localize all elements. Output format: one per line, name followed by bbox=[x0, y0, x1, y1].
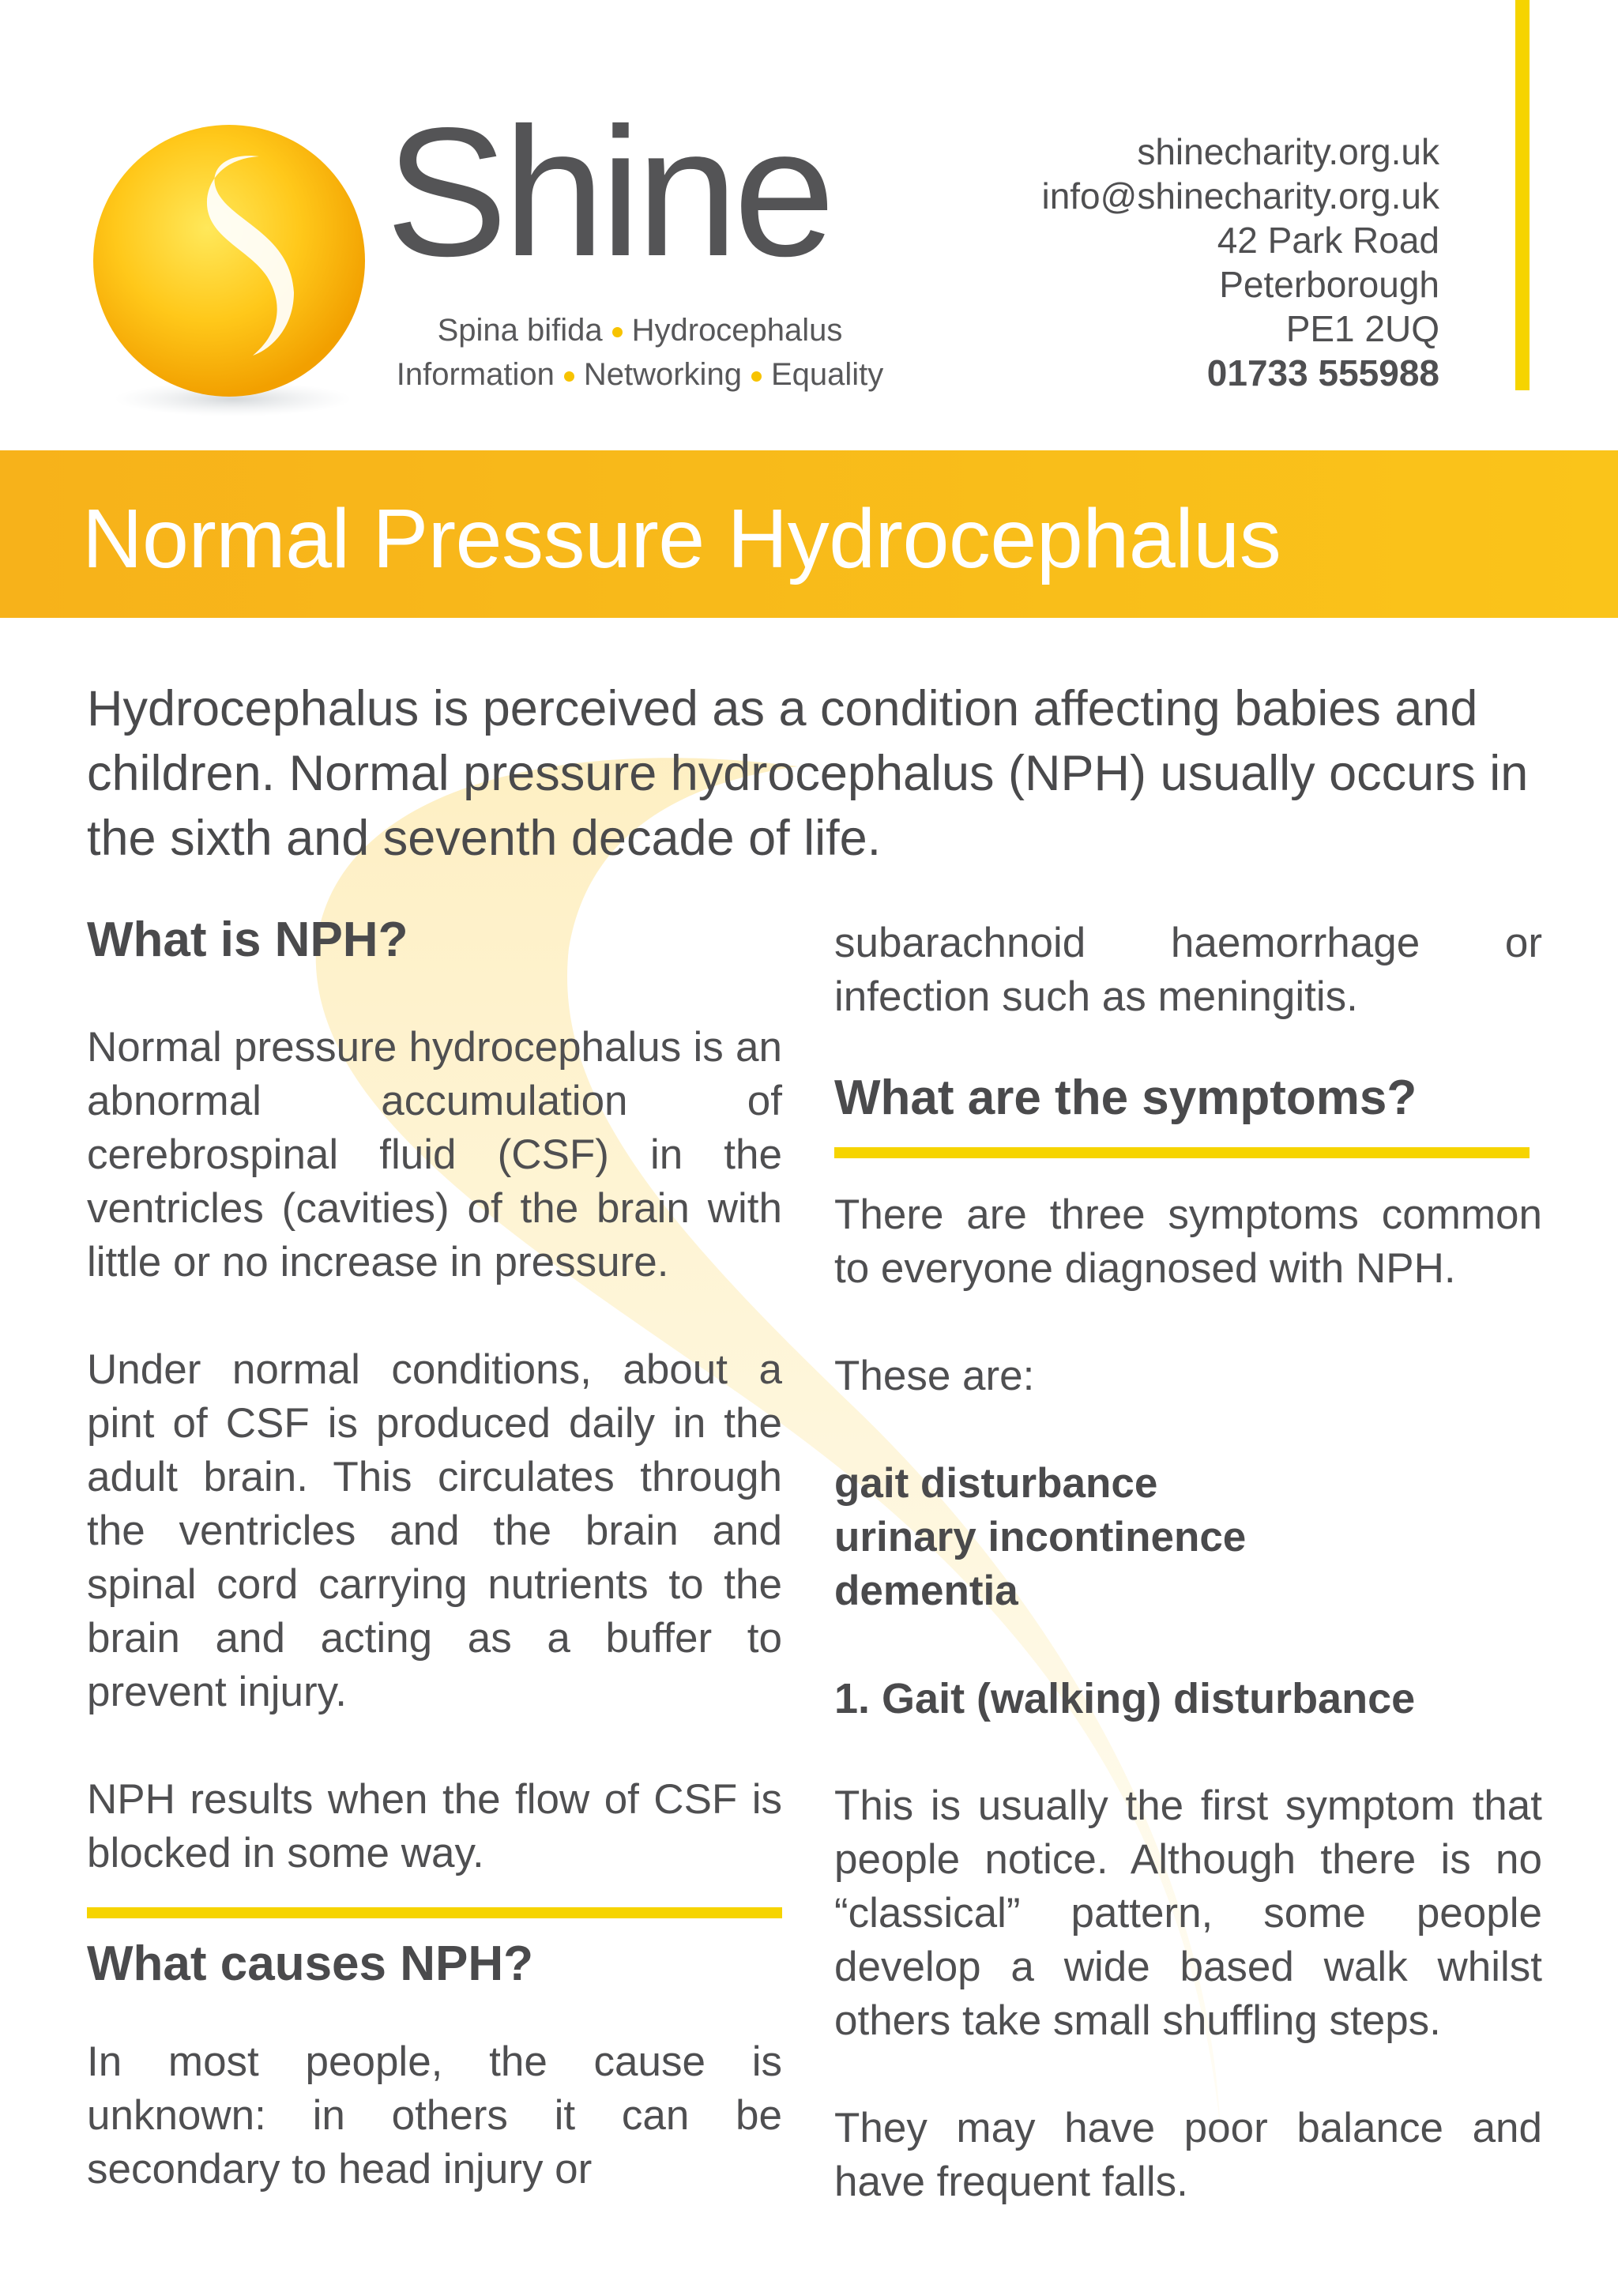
paragraph: subarachnoid haemorrhage or infection such as meningitis. bbox=[834, 920, 1542, 1020]
contact-block bbox=[1041, 130, 1439, 395]
section-divider bbox=[834, 1147, 1530, 1158]
list-item: urinary incontinence bbox=[834, 1514, 1247, 1560]
paragraph: This is usually the first symptom that people notice. Although there is no “classical” pattern, some people develop a wide based walk whilst others take small shuffling steps. bbox=[834, 1782, 1542, 2044]
bullet-dot-icon bbox=[612, 327, 623, 337]
paragraph: Normal pressure hydrocephalus is an abnormal accumulation of cerebrospinal fluid (CSF) in the ventricles (cavities) of the brain with little or no increase in pressure. bbox=[87, 1024, 782, 1285]
tagline-conditions bbox=[387, 313, 893, 348]
section-heading-causes: What causes NPH? bbox=[87, 1937, 534, 1991]
tagline-item: Information bbox=[396, 357, 555, 392]
address-line: 42 Park Road bbox=[1217, 220, 1439, 261]
symptom-list bbox=[834, 1457, 1542, 1618]
section-heading-symptoms: What are the symptoms? bbox=[834, 1071, 1417, 1125]
brand-name: Shine bbox=[386, 90, 831, 295]
bullet-dot-icon bbox=[751, 371, 762, 382]
subheading-gait: 1. Gait (walking) disturbance bbox=[834, 1675, 1416, 1722]
paragraph: There are three symptoms common to everyone diagnosed with NPH. bbox=[834, 1191, 1542, 1292]
phone-number: 01733 555988 bbox=[1206, 352, 1439, 393]
section-divider bbox=[87, 1907, 782, 1918]
shine-logo-ball-icon bbox=[87, 119, 371, 419]
paragraph: These are: bbox=[834, 1353, 1035, 1399]
list-item: gait disturbance bbox=[834, 1460, 1158, 1507]
tagline-values bbox=[387, 357, 893, 393]
left-column bbox=[87, 909, 782, 2196]
header-accent-bar bbox=[1515, 0, 1530, 390]
website-link[interactable]: shinecharity.org.uk bbox=[1137, 131, 1439, 172]
tagline-item: Networking bbox=[583, 357, 742, 392]
right-column bbox=[834, 917, 1542, 2209]
paragraph: They may have poor balance and have frequent falls. bbox=[834, 2105, 1542, 2205]
title-banner bbox=[0, 450, 1618, 618]
email-link[interactable]: info@shinecharity.org.uk bbox=[1041, 175, 1439, 216]
paragraph: In most people, the cause is unknown: in others it can be secondary to head injury or bbox=[87, 2038, 782, 2192]
paragraph: Under normal conditions, about a pint of CSF is produced daily in the adult brain. This circulates through the ventricles and the brain and spinal cord carrying nutrients to the brain and acting as a buffer to prevent injury. bbox=[87, 1346, 782, 1715]
bullet-dot-icon bbox=[564, 371, 574, 382]
page-title: Normal Pressure Hydrocephalus bbox=[82, 492, 1281, 585]
tagline-item: Spina bifida bbox=[437, 313, 603, 348]
list-item: dementia bbox=[834, 1568, 1018, 1614]
intro-paragraph: Hydrocephalus is perceived as a condition affecting babies and children. Normal pressure hydrocephalus (NPH) usually occurs in the sixth and seventh decade of life. bbox=[87, 681, 1529, 866]
paragraph: NPH results when the flow of CSF is blocked in some way. bbox=[87, 1776, 782, 1876]
address-line: Peterborough bbox=[1219, 264, 1439, 305]
tagline-item: Hydrocephalus bbox=[631, 313, 843, 348]
postcode: PE1 2UQ bbox=[1285, 308, 1439, 349]
tagline-item: Equality bbox=[770, 357, 884, 392]
section-heading-what-is-nph: What is NPH? bbox=[87, 913, 408, 967]
